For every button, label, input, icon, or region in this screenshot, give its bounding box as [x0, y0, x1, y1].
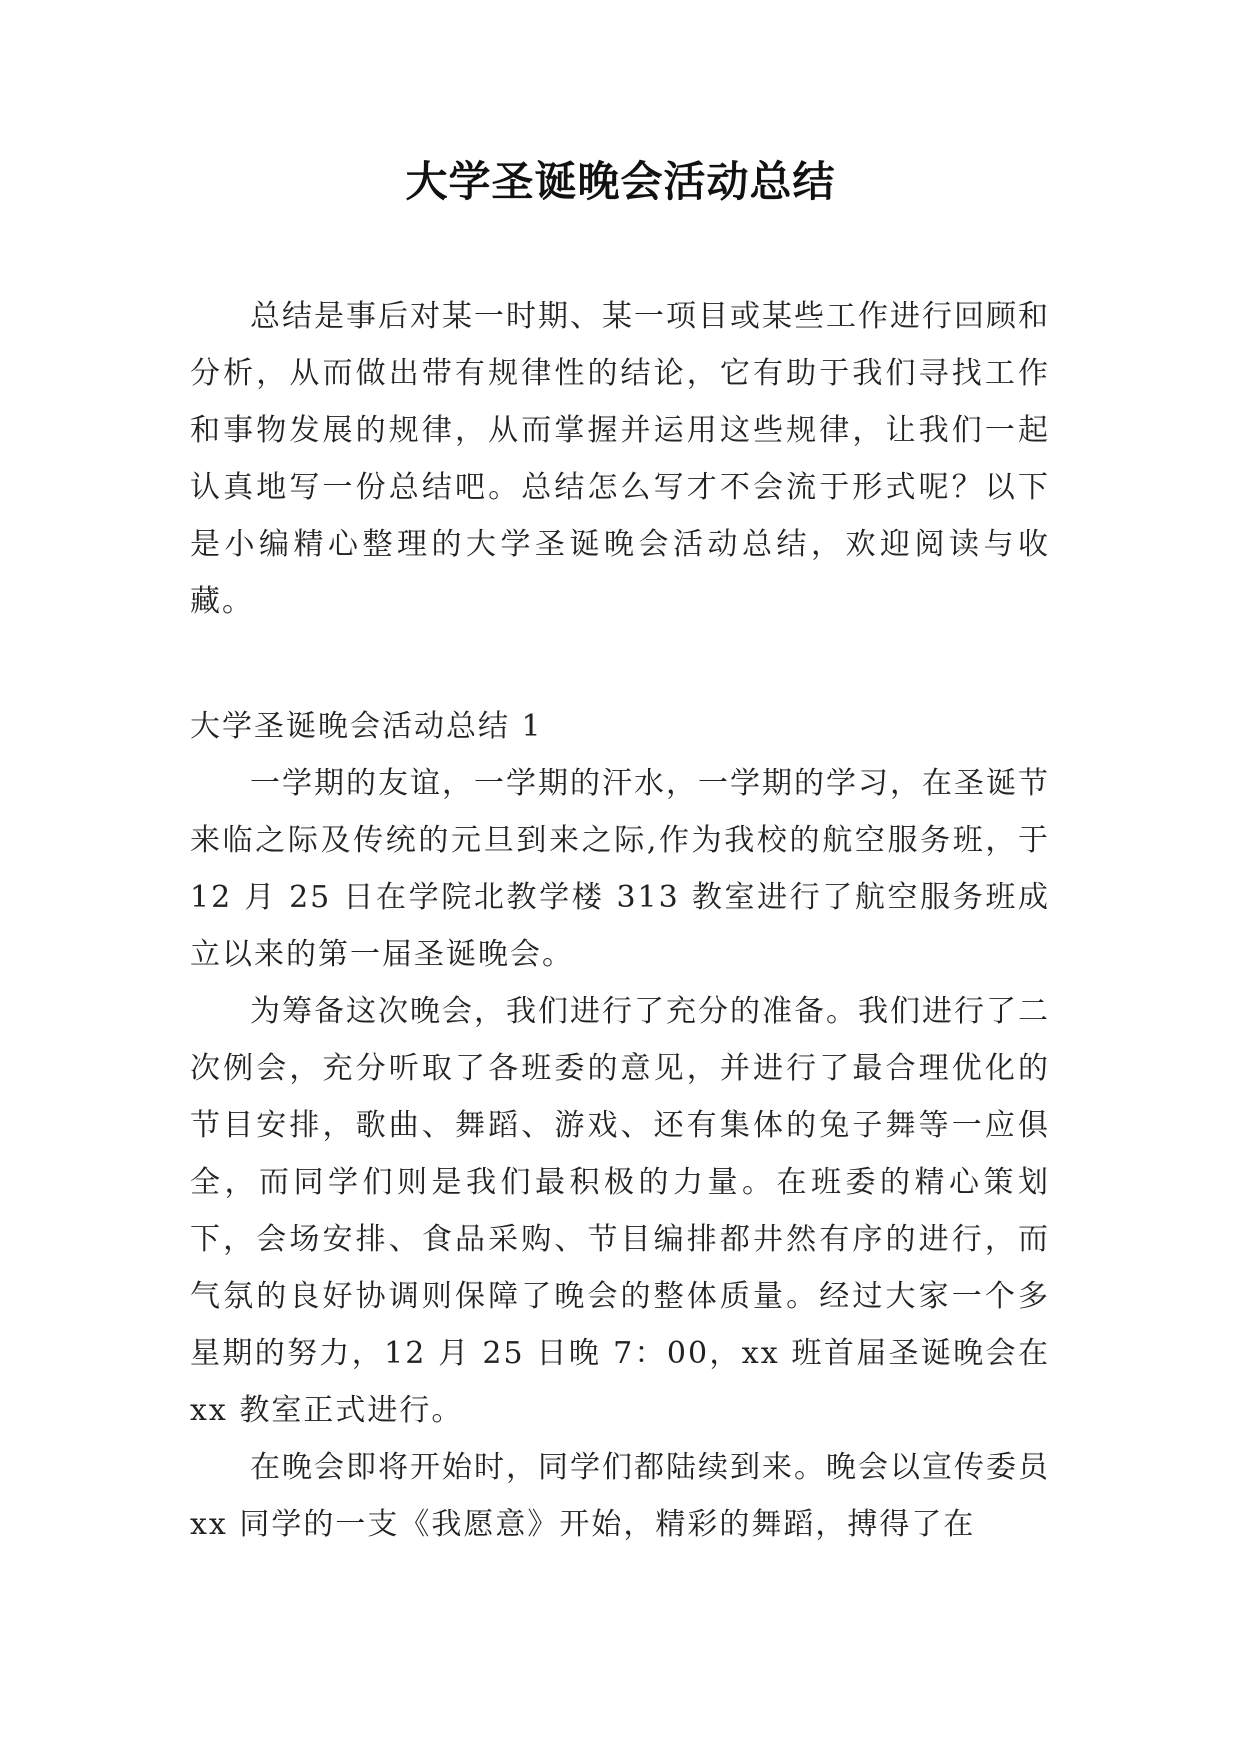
- intro-paragraph: 总结是事后对某一时期、某一项目或某些工作进行回顾和分析，从而做出带有规律性的结论，它有助于我们寻找工作和事物发展的规律，从而掌握并运用这些规律，让我们一起认真地写一份总结吧。总结怎么写才不会流于形式呢？以下是小编精心整理的大学圣诞晚会活动总结，欢迎阅读与收藏。: [190, 299, 1050, 619]
- body-paragraph-1: 一学期的友谊，一学期的汗水，一学期的学习，在圣诞节来临之际及传统的元旦到来之际,作为我校的航空服务班，于 12 月 25 日在学院北教学楼 313 教室进行了航空服务班成立以来的第一届圣诞晚会。: [190, 766, 1050, 972]
- document-title: 大学圣诞晚会活动总结: [405, 157, 836, 206]
- body-paragraph-3: 在晚会即将开始时，同学们都陆续到来。晚会以宣传委员 xx 同学的一支《我愿意》开始，精彩的舞蹈，搏得了在: [190, 1450, 1050, 1542]
- body-paragraph-2: 为筹备这次晚会，我们进行了充分的准备。我们进行了二次例会，充分听取了各班委的意见，并进行了最合理优化的节目安排，歌曲、舞蹈、游戏、还有集体的兔子舞等一应俱全，而同学们则是我们最积极的力量。在班委的精心策划下，会场安排、食品采购、节目编排都井然有序的进行，而气氛的良好协调则保障了晚会的整体质量。经过大家一个多星期的努力，12 月 25 日晚 7：00，xx 班首届圣诞晚会在 xx 教室正式进行。: [190, 994, 1050, 1428]
- intro-block: [190, 288, 1050, 630]
- section-block: [190, 698, 1050, 1553]
- section-heading: 大学圣诞晚会活动总结 1: [190, 709, 543, 744]
